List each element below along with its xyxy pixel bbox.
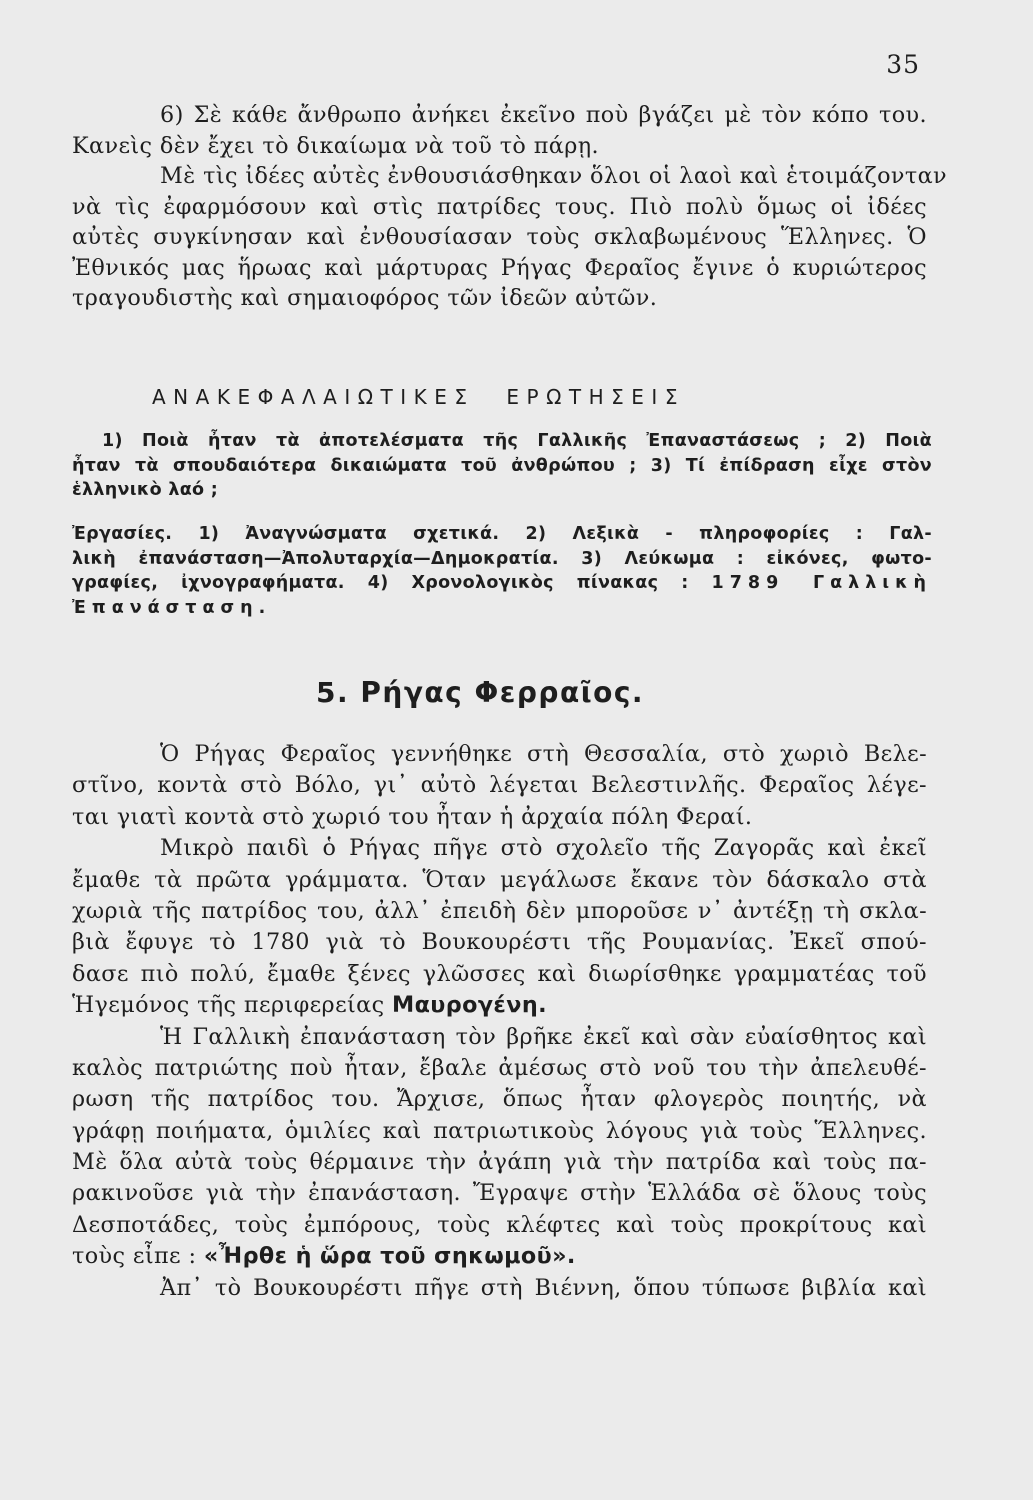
text-line: δασε πιὸ πολύ, ἔμαθε ξένες γλῶσσες καὶ διωρίσθηκε γραμματέας τοῦ [72,960,927,987]
text-line: βιὰ ἔφυγε τὸ 1780 γιὰ τὸ Βουκουρέστι τῆς Ρουμανίας. Ἐκεῖ σπού- [72,929,927,956]
review-questions [72,429,932,503]
page-number: 35 [886,50,920,79]
bold-name: Μαυρογένη. [392,992,547,1019]
text-line: τραγουδιστὴς καὶ σημαιοφόρος τῶν ἰδεῶν αὐτῶν. [72,285,658,311]
text-line: ται γιατὶ κοντὰ στὸ χωριό του ἦταν ἡ ἀρχαία πόλη Φεραί. [72,803,753,830]
text-line: Μὲ τὶς ἰδέες αὐτὲς ἐνθουσιάσθηκαν ὅλοι οἱ λαοὶ καὶ ἑτοιμάζονταν [160,163,947,189]
spaced-text: Ἐπανάσταση. [72,597,272,618]
text-line [72,1241,927,1272]
text-line: γράφῃ ποιήματα, ὁμιλίες καὶ πατριωτικοὺς λόγους γιὰ τοὺς Ἕλληνες. [72,1117,927,1144]
text-line: Μικρὸ παιδὶ ὁ Ρήγας πῆγε στὸ σχολεῖο τῆς Ζαγορᾶς καὶ ἐκεῖ [160,835,927,862]
spaced-text: 1789 Γαλλικὴ [711,573,932,593]
question-line: ἦταν τὰ σπουδαιότερα δικαιώματα τοῦ ἀνθρώπου ; 3) Τί ἐπίδραση εἶχε στὸν [72,455,932,476]
exercise-text: γραφίες, ἰχνογραφήματα. 4) Χρονολογικὸς πίνακας : [72,573,712,593]
exercises-label: Ἐργασίες. [72,524,173,544]
text-line: ἔμαθε τὰ πρῶτα γράμματα. Ὅταν μεγάλωσε ἔκανε τὸν δάσκαλο στὰ [72,866,927,893]
text-line: Δεσποτάδες, τοὺς ἐμπόρους, τοὺς κλέφτες καὶ τοὺς προκρίτους καὶ [72,1211,927,1238]
text-line: αὐτὲς συγκίνησαν καὶ ἐνθουσίασαν τοὺς σκλαβωμένους Ἕλληνες. Ὁ [72,224,927,250]
text-segment: Ἡγεμόνος τῆς περιφερείας [72,992,392,1019]
text-line: Ὁ Ρήγας Φεραῖος γεννήθηκε στὴ Θεσσαλία, στὸ χωριὸ Βελε- [160,741,927,767]
text-line: 6) Σὲ κάθε ἄνθρωπο ἀνήκει ἐκεῖνο ποὺ βγάζει μὲ τὸν κόπο του. [160,102,927,128]
body-text [72,739,927,1304]
exercise-text: 1) Ἀναγνώσματα σχετικά. 2) Λεξικὰ - πληροφορίες : Γαλ- [172,524,932,544]
exercise-line [72,571,932,596]
text-line: ρακινοῦσε γιὰ τὴν ἐπανάσταση. Ἔγραψε στὴν Ἑλλάδα σὲ ὅλους τοὺς [72,1180,927,1207]
quote-text: «Ἦρθε ἡ ὥρα τοῦ σηκωμοῦ». [203,1243,576,1270]
text-line: στῖνο, κοντὰ στὸ Βόλο, γι᾿ αὐτὸ λέγεται Βελεστινλῆς. Φεραῖος λέγε- [72,772,927,799]
exercise-line: λικὴ ἐπανάσταση—Ἀπολυταρχία—Δημοκρατία. 3) Λεύκωμα : εἰκόνες, φωτο- [72,548,932,569]
text-line: Ἀπ᾿ τὸ Βουκουρέστι πῆγε στὴ Βιέννη, ὅπου τύπωσε βιβλία καὶ [160,1274,927,1301]
exercises-block [72,522,932,620]
section-heading: ΑΝΑΚΕΦΑΛΑΙΩΤΙΚΕΣ ΕΡΩΤΗΣΕΙΣ [152,385,685,409]
text-line: καλὸς πατριώτης ποὺ ἦταν, ἔβαλε ἀμέσως στὸ νοῦ του τὴν ἀπελευθέ- [72,1054,927,1081]
text-segment: τοὺς εἶπε : [72,1243,204,1270]
text-line [72,990,927,1021]
chapter-title: 5. Ρήγας Φερραῖος. [316,676,645,709]
text-line: Κανεὶς δὲν ἔχει τὸ δικαίωμα νὰ τοῦ τὸ πάρῃ. [72,132,600,159]
question-line: ἑλληνικὸ λαό ; [72,480,219,500]
question-line: 1) Ποιὰ ἦταν τὰ ἀποτελέσματα τῆς Γαλλικῆς Ἐπαναστάσεως ; 2) Ποιὰ [102,431,932,451]
text-line: χωριὰ τῆς πατρίδος του, ἀλλ᾿ ἐπειδὴ δὲν μποροῦσε ν᾿ ἀντέξῃ τὴ σκλα- [72,897,927,924]
text-line: νὰ τὶς ἐφαρμόσουν καὶ στὶς πατρίδες τους. Πιὸ πολὺ ὅμως οἱ ἰδέες [72,193,927,220]
text-line: Μὲ ὅλα αὐτὰ τοὺς θέρμαινε τὴν ἀγάπη γιὰ τὴν πατρίδα καὶ τοὺς πα- [72,1149,927,1176]
text-line: Ἐθνικός μας ἥρωας καὶ μάρτυρας Ρήγας Φεραῖος ἔγινε ὁ κυριώτερος [72,254,927,281]
intro-paragraph [72,100,947,314]
text-line: Ἡ Γαλλικὴ ἐπανάσταση τὸν βρῆκε ἐκεῖ καὶ σὰν εὐαίσθητος καὶ [160,1023,927,1050]
exercise-line [72,522,932,547]
text-line: ρωση τῆς πατρίδος του. Ἄρχισε, ὅπως ἦταν φλογερὸς ποιητής, νὰ [72,1086,927,1113]
